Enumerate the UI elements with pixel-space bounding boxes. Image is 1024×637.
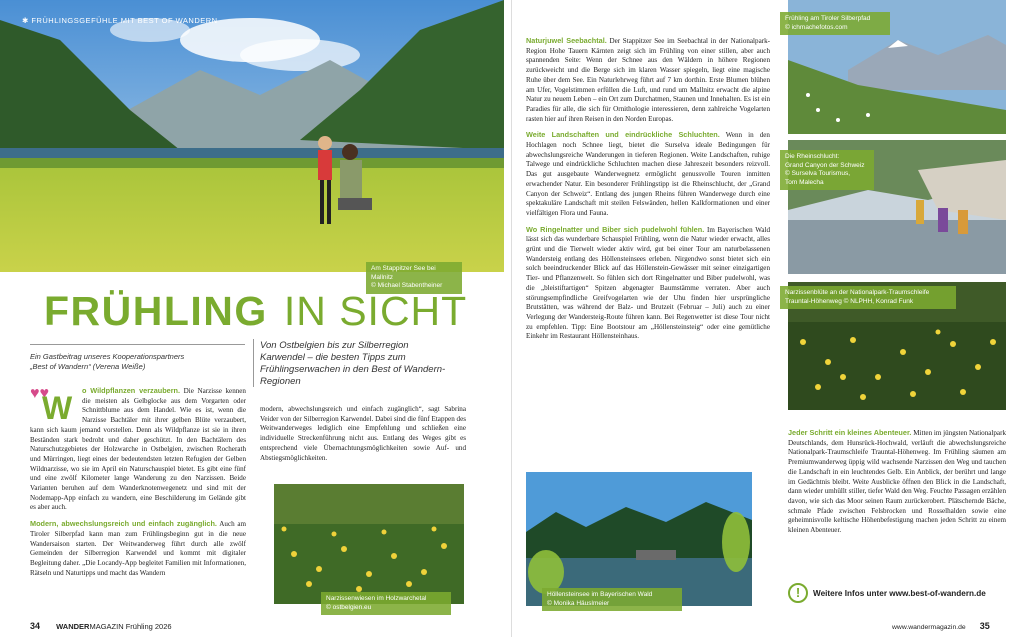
hoellensteinsee-photo [526,472,752,606]
left-column-1: ♥♥ W o Wildpflanzen verzaubern. Die Narzisse kennen die meisten als Gelbglocke aus dem Vorgarten oder Schnittblume aus dem Handel. Wie es ist, wenn die Narzisse Bachtäler mit ihrer gelben Blüte verzaubert, kann sich kaum jemand vorstellen. Denn als Wildpflanze ist sie in ihren Beständen stark bedroht und daher geschützt. In den Bachtälern des Naturschutzgebietes der Holzwarche in Ostbelgien, zwischen Rocherath und Mürringen, liegt eines der bedeutendsten letzten Refugien der Gelben Wildnarzisse, wo sie im April ein Naturschauspiel bietet. Es gibt eine fünf und eine zwölf Kilometer lange Wanderung zu den Narzissen. Beide Varianten beruhen auf dem Wanderknotenwegenetz und sind mit der Nodemapp-App einfach zu wandern, eine Beschilderung im Gelände gibt es aber auch. Modern, abwechslungsreich und einfach zugänglich. Auch am Tiroler Silberpfad kann man zum Frühlingsbeginn gut in die neue Wandersaison starten. Der Weitwanderweg führt durch alle zwölf Gemeinden der Silberregion Karwendel und kommt mit digitaler Begleitung daher. „Die Locandy-App begleitet Familien mit Informationen, Rätseln und Naturtipps und macht das Wandern [30,386,246,577]
hoellensteinsee-image [526,472,752,606]
footer-right [892,621,990,631]
right-column-2: Jeder Schritt ein kleines Abenteuer. Mitten im jüngsten Nationalpark Deutschlands, dem Hunsrück-Hochwald, verläuft die abwechslungsreiche Nationalpark-Traumschleife Trauntal-Höhenweg. Im Frühling säumen am Premiumwanderweg üppig wild wachsende Narzissen den Weg und tauchen die Landschaft in ein leuchtendes Gelb. Ein Anblick, der berührt und lange im Gedächtnis bleibt. Weite Ausblicke öffnen den Blick in die Landschaft, dann wieder umhüllt stiller, tiefer Wald den Weg. Feuchte Passagen erzählen davon, wie sich das Moor seinen Raum zurückerobert. Plätschernde Bäche, schmale Pfade zwischen Felsbrocken und Rosselhalden sowie eine geheimnisvolle keltische Höhenbefestigung machen jeden Schritt zu einem kleinen Abenteuer. [788,428,1006,535]
title-word-1: FRÜHLING [44,288,268,334]
silberpfad-caption: Frühling am Tiroler Silberpfad © ichmachefotos.com [780,12,890,35]
website-link[interactable]: www.wandermagazin.de [892,624,966,631]
hero-landscape-image [0,0,504,272]
hoellensteinsee-caption: Höllensteinsee im Bayerischen Wald © Monika Häuslmeier [542,588,682,611]
intro-credit: Ein Gastbeitrag unseres Kooperationspartners „Best of Wandern“ (Verena Weiße) [30,352,185,371]
exclamation-icon: ! [788,583,808,603]
heart-tree-icon: ♥♥ [30,386,49,402]
info-line [788,582,1006,604]
magazine-name-rest: MAGAZIN Frühling 2026 [89,622,172,631]
right-column-1: Naturjuwel Seebachtal. Der Stappitzer See im Seebachtal in der Nationalpark-Region Hohe Tauern Kärnten zeigt sich im Frühling von einer stillen, aber auch spannenden Seite: Wenn der Schnee aus den Wäldern in höhere Regionen zurückweicht und die Berge sich im klaren Wasser spiegeln, liegt eine magische Ruhe über dem See. Ein Naturlehrweg führt auf 7 km dorthin. Erste Blumen blühen am Ufer, Vogelstimmen erfüllen die Luft, und rund um Mallnitz erwacht die alpine Natur zu neuem Leben – ein Ort zum Durchatmen, Staunen und Innehalten. Es ist ein Paradies für alle, die sich für Ornithologie interessieren, denn zahlreiche Vogelarten rasten hier auf ihren Reisen in den Norden Europas. Weite Landschaften und eindrückliche Schluchten. Wenn in den Hochlagen noch Schnee liegt, bietet die Surselva ideale Bedingungen für abwechslungsreiche Wanderungen in tieferen Regionen. Weite Landschaften, ruhige Talwege und eindrückliche Schluchten machen diese Jahreszeit besonders reizvoll. Das gut ausgebaute Wanderwegnetz ermöglicht genussvolle Touren inmitten erwachender Natur. Ein besonderer Frühlingstipp ist die Rheinschlucht, der „Grand Canyon der Schweiz“. Entlang des jungen Rheins führen Wanderwege durch eine spektakuläre Landschaft mit steilen Felswänden, hellen Kalkformationen und einer vielfältigen Flora und Fauna. Wo Ringelnatter und Biber sich pudelwohl fühlen. Im Bayerischen Wald lässt sich das wunderbare Schauspiel Frühling, wenn die Natur wieder erwacht, alles grünt und die Tierwelt wieder aktiv wird, gut bei einer Tour am naturbelassenen Wandersteig entlang des Höllensteinsees erleben. Nirgendwo sonst bietet sich ein solch beeindruckender Blick auf das Höllenstein-Gewässer mit seiner einzigartigen Tier- und Pflanzenwelt. So fühlen sich dort Ringelnatter und Biber pudelwohl, was die „bleistiftartigen“ Spitzen abgenagter Baumstämme verraten. Aber auch störungsempfindliche Greifvogelarten wie der Uhu finden hier ursprüngliche Brutstätten, was während der Balz- und Brutzeit (Februar – Juli) auch zu einer Verlegung der Wandersteig-Route führen kann. Bei Regenwetter ist diese Tour nicht zu empfehlen. Tipp: Eine Bootstour am „Höllensteinsteig“ oder eine gemütliche Einkehr im Restaurant Höllensteinhaus. [526,36,770,341]
subtitle: Von Ostbelgien bis zur Silberregion Karwendel – die besten Tipps zum Frühlingserwachen in den Best of Wandern-Regionen [260,340,446,387]
rheinschlucht-caption: Die Rheinschlucht: Grand Canyon der Schweiz © Surselva Tourismus, Tom Malecha [780,150,874,190]
subtitle-rule [253,339,254,387]
narzissen-caption: Narzissenwiesen im Holzwarchetal © ostbelgien.eu [321,592,451,615]
footprint-icon: ✱ [22,16,29,25]
page-title [44,288,504,335]
narzissen-image [274,484,464,604]
title-word-2: IN SICHT [283,288,468,334]
narzissen-photo [274,484,464,604]
right-page [512,0,1024,637]
info-link[interactable]: Weitere Infos unter www.best-of-wandern.de [813,588,986,598]
magazine-name-bold: WANDER [56,622,90,631]
title-rule [30,344,245,345]
header-label: ✱ FRÜHLINGSGEFÜHLE MIT BEST OF WANDERN [22,16,218,25]
trauntal-caption: Narzissenblüte an der Nationalpark-Traumschleife Trauntal-Höhenweg © NLPHH, Konrad Funk [780,286,956,309]
hero-caption: Am Stappitzer See bei Mallnitz © Michael Stabentheiner [366,262,462,294]
footer-left [30,621,172,631]
page-number-right: 35 [979,621,990,631]
hero-photo [0,0,504,272]
dropcap-ornament: ♥♥ W [30,386,73,426]
left-column-2: modern, abwechslungsreich und einfach zugänglich“, sagt Sabrina Veider von der Silberregion Karwendel. Dabei sind die fünf Etappen des Weitwanderweges lediglich eine Empfehlung und schließen eine individuelle Streckenführung nicht aus. Entlang des Weges gibt es entsprechend viele Übernachtungsmöglichkeiten sowie Auf- und Abstiegsmöglichkeiten. [260,405,466,462]
page-number-left: 34 [30,621,41,631]
